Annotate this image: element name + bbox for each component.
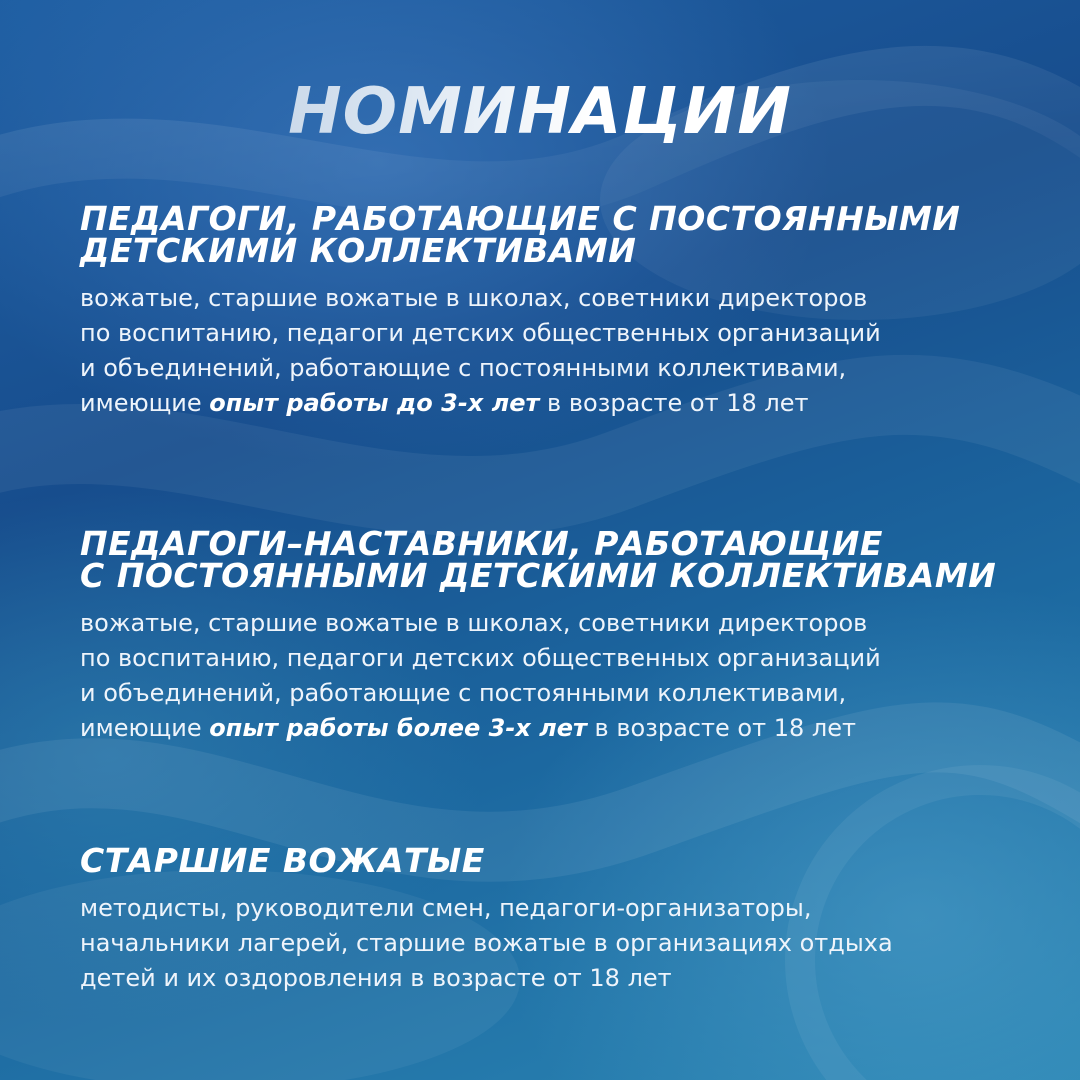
nomination-3-heading [80, 841, 1040, 880]
nomination-2-heading-line: С ПОСТОЯННЫМИ ДЕТСКИМИ КОЛЛЕКТИВАМИ [80, 556, 997, 595]
description-line: по воспитанию, педагоги детских общественных организаций [80, 319, 881, 347]
nomination-1-description [80, 281, 1040, 421]
nomination-1-heading-line: ПЕДАГОГИ, РАБОТАЮЩИЕ С ПОСТОЯННЫМИ [80, 199, 961, 238]
experience-highlight: опыт работы до 3-х лет [209, 389, 540, 417]
description-line [80, 386, 1040, 421]
nomination-1 [80, 199, 1040, 421]
description-text: имеющие [80, 389, 202, 417]
nomination-1-heading [80, 199, 1040, 270]
description-line: вожатые, старшие вожатые в школах, советники директоров [80, 284, 868, 312]
nomination-2-heading-line: ПЕДАГОГИ–НАСТАВНИКИ, РАБОТАЮЩИЕ [80, 524, 883, 563]
nomination-1-heading-line: ДЕТСКИМИ КОЛЛЕКТИВАМИ [80, 231, 637, 270]
description-line: детей и их оздоровления в возрасте от 18 лет [80, 964, 672, 992]
description-line: и объединений, работающие с постоянными коллективами, [80, 679, 847, 707]
nomination-2-heading [80, 524, 1040, 595]
nomination-3-description [80, 891, 1040, 996]
description-line: по воспитанию, педагоги детских общественных организаций [80, 644, 881, 672]
description-text: имеющие [80, 714, 202, 742]
description-text: в возрасте от 18 лет [594, 714, 856, 742]
description-line [80, 711, 1040, 746]
description-line: методисты, руководители смен, педагоги-организаторы, [80, 894, 812, 922]
page-title: НОМИНАЦИИ [0, 72, 1080, 152]
description-text: в возрасте от 18 лет [547, 389, 809, 417]
experience-highlight: опыт работы более 3-х лет [209, 714, 587, 742]
description-line: начальники лагерей, старшие вожатые в организациях отдыха [80, 929, 893, 957]
nomination-2 [80, 524, 1040, 746]
description-line: вожатые, старшие вожатые в школах, советники директоров [80, 609, 868, 637]
nomination-3 [80, 841, 1040, 996]
nomination-2-description [80, 606, 1040, 746]
nomination-3-heading-line: СТАРШИЕ ВОЖАТЫЕ [80, 841, 485, 880]
description-line: и объединений, работающие с постоянными коллективами, [80, 354, 847, 382]
